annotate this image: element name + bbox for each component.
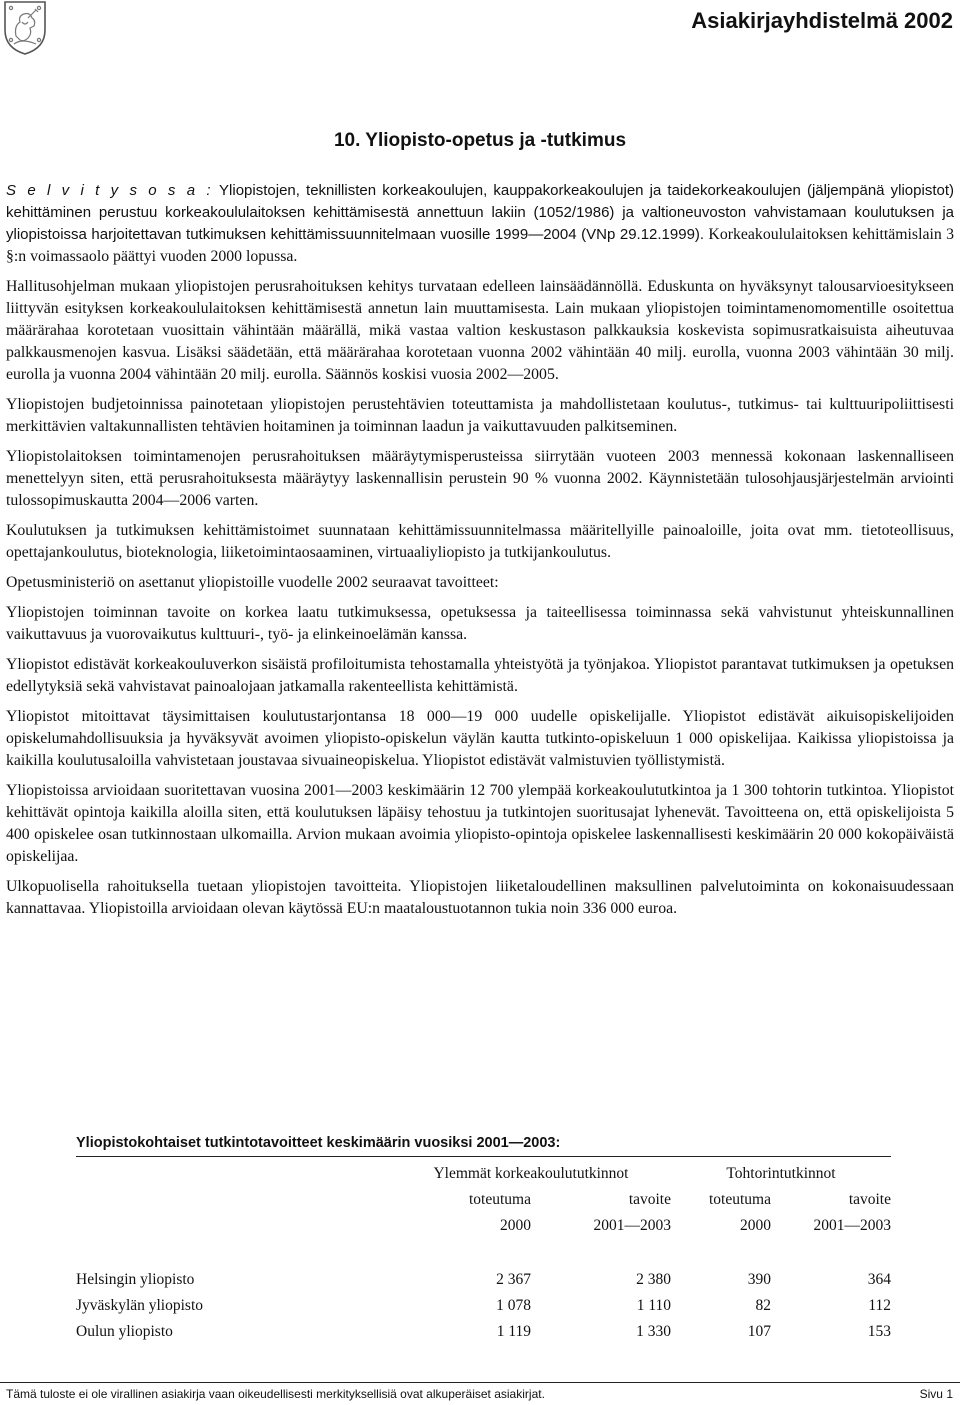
column-header: toteutuma xyxy=(709,1191,771,1208)
degree-targets-table-section xyxy=(76,1135,891,1341)
table-row xyxy=(76,1263,891,1289)
paragraph: Hallitusohjelman mukaan yliopistojen perusrahoituksen kehitys turvataan edelleen lainsäädännöllä. Eduskunta on hyväksynyt talousarvioesitykseen liittyvän esityksen korkeakoululaitoksen kehittämisestä annetun lain muuttamisesta. Lain mukaan yliopistojen toimintamenomomentille osoitettua määrärahaa korotetaan vuosittain vähintään määrällä, mikä vastaa valtion keskustason palkkauksia koskevista sopimusratkaisuista aiheutuvaa palkkausmenojen kasvua. Lisäksi säädetään, että määrärahaa korotetaan vuonna 2002 vähintään 40 milj. eurolla, vuonna 2003 vähintään 30 milj. eurolla ja vuonna 2004 vähintään 20 milj. eurolla. Säännös koskisi vuosia 2002—2005. xyxy=(6,278,954,383)
footer-disclaimer: Tämä tuloste ei ole virallinen asiakirja vaan oikeudellisesti merkityksellisiä ovat alkuperäiset asiakirjat. xyxy=(6,1387,545,1401)
table-cell: 82 xyxy=(755,1297,771,1314)
table-header-row xyxy=(76,1209,891,1235)
university-name: Jyväskylän yliopisto xyxy=(76,1297,204,1314)
table-header-row xyxy=(76,1157,891,1183)
column-header: tavoite xyxy=(628,1191,671,1208)
paragraph: Yliopistojen toiminnan tavoite on korkea laatu tutkimuksessa, opetuksessa ja taiteellisessa toiminnassa sekä vahvistunut yhteiskunnallinen vaikuttavuus ja vuorovaikutus kulttuuri-, työ- ja elinkeinoelämän kanssa. xyxy=(6,604,954,643)
degree-targets-table xyxy=(76,1157,891,1341)
paragraph-text: Yliopistojen, teknillisten korkeakoulujen, kauppakorkeakoulujen ja taidekorkeakoulujen (jäljempänä yliopistot) kehittäminen perustuu korkeakoululaitoksen kehittämisestä annettuun lakiin (1052/1986) ja valtioneuvoston vahvistamaan koulutuksen ja yliopistoissa harjoitettavan tutkimuksen kehittämissuunnitelmaan vuosille 1999—2004 (VNp 29.12.1999). xyxy=(6,182,954,243)
column-header: toteutuma xyxy=(469,1191,531,1208)
page-number: Sivu 1 xyxy=(919,1387,953,1401)
paragraph: Yliopistot mitoittavat täysimittaisen koulutustarjontansa 18 000—19 000 uudelle opiskelijalle. Yliopistot edistävät aikuisopiskelijoiden opiskelumahdollisuuksia ja hyväksyvät avoimen yliopisto-opiskelun väylän kautta tutkinto-opiskeluun 1 000 opiskelijaa. Kaikissa yliopistoissa ja kaikilla koulutusaloilla vahvistetaan joustavaa sivuaineopiskelua. Yliopistot edistävät valmistuvien työllistymistä. xyxy=(6,708,954,769)
table-cell: 2 380 xyxy=(636,1271,671,1288)
table-cell: 107 xyxy=(747,1323,771,1340)
table-row xyxy=(76,1315,891,1341)
paragraph-text: Korkeakoululaitoksen kehittämislain 3 §:n voimassaolo päättyi vuoden 2000 lopussa. xyxy=(6,226,954,265)
column-header: 2001—2003 xyxy=(813,1217,891,1234)
paragraph: Koulutuksen ja tutkimuksen kehittämistoimet suunnataan kehittämissuunnitelmassa määritellyille painoaloille, joita ovat mm. tietoteollisuus, opettajankoulutus, bioteknologia, liiketoimintaosaaminen, virtuaaliyliopisto ja tutkijankoulutus. xyxy=(6,522,954,561)
column-group-masters: Ylemmät korkeakoulututkinnot xyxy=(433,1165,629,1182)
table-cell: 1 119 xyxy=(496,1323,531,1340)
table-row xyxy=(76,1289,891,1315)
university-name: Oulun yliopisto xyxy=(76,1323,173,1340)
footer-rule xyxy=(0,1382,960,1383)
paragraph: Opetusministeriö on asettanut yliopistoille vuodelle 2002 seuraavat tavoitteet: xyxy=(6,574,499,591)
finnish-coat-of-arms-icon xyxy=(2,0,48,56)
table-cell: 153 xyxy=(867,1323,891,1340)
document-body xyxy=(6,180,954,928)
paragraph: Yliopistot edistävät korkeakouluverkon sisäistä profiloitumista tehostamalla yhteistyötä ja työnjakoa. Yliopistot parantavat tutkimuksen ja opetuksen edellytyksiä sekä vahvistavat painoalojaan jatkamalla rakenteellista kehittämistä. xyxy=(6,656,954,695)
table-cell: 112 xyxy=(868,1297,891,1314)
section-title: 10. Yliopisto-opetus ja -tutkimus xyxy=(333,130,627,151)
selvitysosa-label: S e l v i t y s o s a : xyxy=(6,182,214,199)
column-header: 2000 xyxy=(500,1217,531,1234)
table-cell: 390 xyxy=(747,1271,771,1288)
paragraph: Ulkopuolisella rahoituksella tuetaan yliopistojen tavoitteita. Yliopistojen liiketaloudellinen maksullinen palvelutoiminta on kokonaisuudessaan kannattavaa. Yliopistoilla arvioidaan olevan käytössä EU:n maataloustuotannon tukia noin 336 000 euroa. xyxy=(6,878,954,917)
table-header-row xyxy=(76,1183,891,1209)
paragraph: Yliopistoissa arvioidaan suoritettavan vuosina 2001—2003 keskimäärin 12 700 ylempää korkeakoulututkintoa ja 1 300 tohtorin tutkintoa. Yliopistot kehittävät opintoja kaikilla aloilla siten, että koulutuksen läpäisy tehostuu ja tutkintojen suoritusajat lyhenevät. Tavoitteena on, että opiskelijoista 5 400 opiskelee osan tutkinnostaan ulkomailla. Arvion mukaan avoimia yliopisto-opintoja opiskelee laskennallisesti keskimäärin 20 000 kokopäiväistä opiskelijaa. xyxy=(6,782,954,865)
table-cell: 364 xyxy=(867,1271,891,1288)
table-cell: 2 367 xyxy=(496,1271,531,1288)
column-header: 2000 xyxy=(740,1217,771,1234)
university-name: Helsingin yliopisto xyxy=(76,1271,195,1288)
document-title: Asiakirjayhdistelmä 2002 xyxy=(691,8,953,33)
table-cell: 1 110 xyxy=(636,1297,671,1314)
table-caption: Yliopistokohtaiset tutkintotavoitteet keskimäärin vuosiksi 2001—2003: xyxy=(76,1135,561,1151)
column-group-doctorates: Tohtorintutkinnot xyxy=(726,1165,836,1182)
paragraph: Yliopistolaitoksen toimintamenojen perusrahoituksen määräytymisperusteissa siirrytään vuoteen 2003 mennessä kokonaan laskennalliseen menettelyyn siten, että perusrahoituksesta määräytyy laskennallisin perustein 90 % vuonna 2002. Käynnistetään tulosohjausjärjestelmän arviointi tulossopimuskautta 2004—2006 varten. xyxy=(6,448,954,509)
table-cell: 1 330 xyxy=(636,1323,671,1340)
column-header: 2001—2003 xyxy=(593,1217,671,1234)
paragraph: Yliopistojen budjetoinnissa painotetaan yliopistojen perustehtävien toteuttamista ja mahdollistetaan koulutus-, tutkimus- tai kulttuuripoliittisesti merkittävien valtakunnallisten tehtävien hoitaminen ja toiminnan laadun ja vaikuttavuuden palkitseminen. xyxy=(6,396,954,435)
table-cell: 1 078 xyxy=(496,1297,531,1314)
column-header: tavoite xyxy=(848,1191,891,1208)
paragraph xyxy=(6,180,954,268)
